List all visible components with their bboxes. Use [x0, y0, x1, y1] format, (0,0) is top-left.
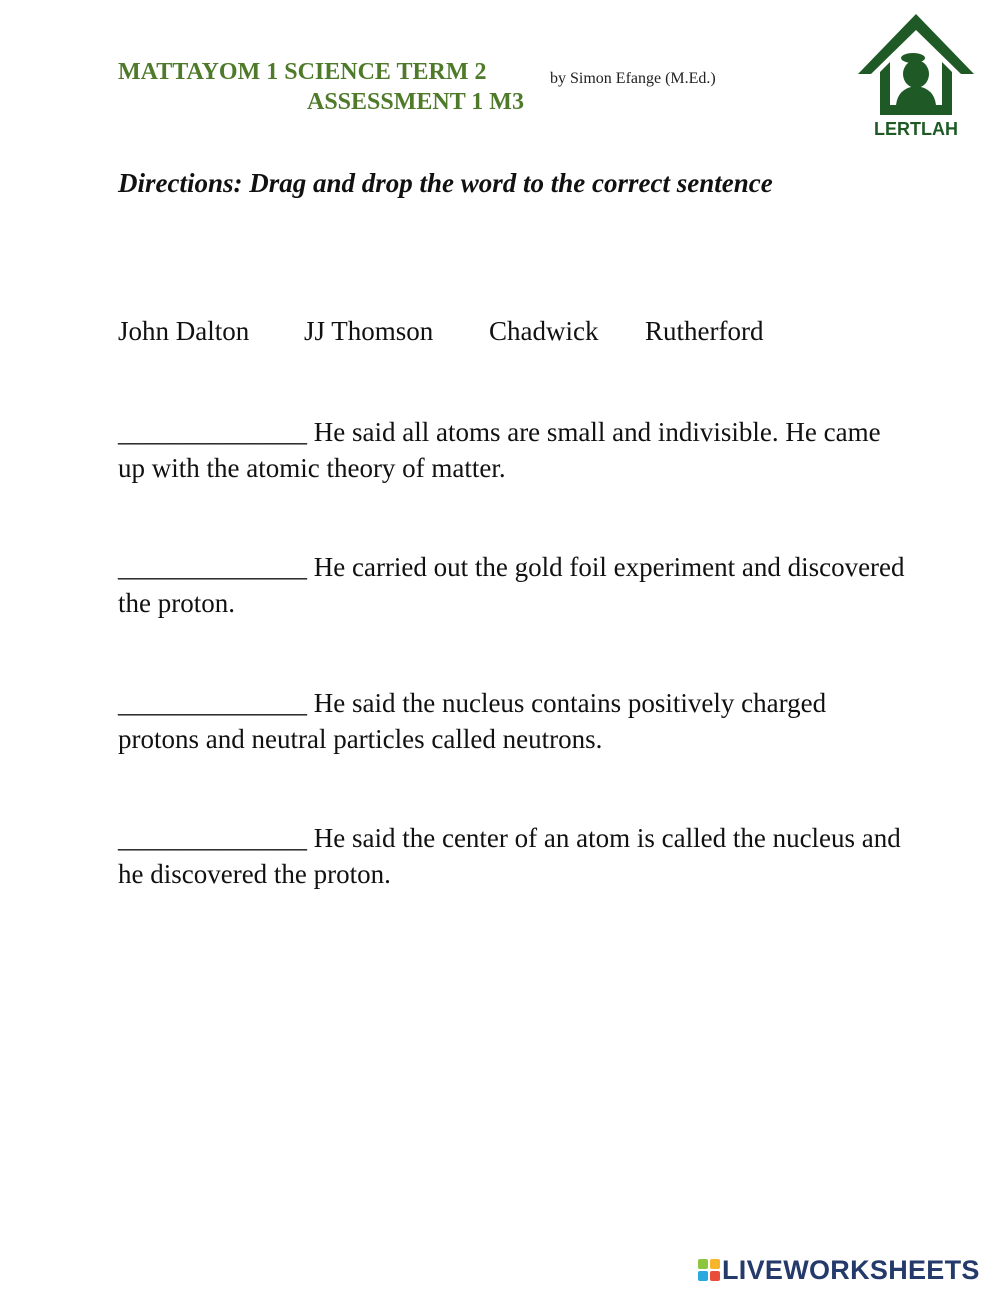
answer-drop-zone[interactable]: ______________	[118, 823, 307, 853]
draggable-word[interactable]: Chadwick	[489, 316, 599, 346]
draggable-word[interactable]: John Dalton	[118, 316, 250, 346]
author-byline: by Simon Efange (M.Ed.)	[550, 70, 716, 87]
answer-drop-zone[interactable]: ______________	[118, 688, 307, 718]
liveworksheets-logo-icon	[698, 1259, 720, 1281]
question-text: He said the nucleus contains positively charged protons and neutral particles called neutrons.	[118, 688, 827, 754]
question-text: He carried out the gold foil experiment and discovered the proton.	[118, 552, 905, 618]
question-item	[118, 414, 908, 486]
question-text: He said the center of an atom is called the nucleus and he discovered the proton.	[118, 823, 901, 889]
question-item	[118, 820, 908, 892]
lertlah-logo	[856, 12, 976, 138]
footer-brand-text: LIVEWORKSHEETS	[722, 1255, 980, 1285]
draggable-word[interactable]: JJ Thomson	[304, 316, 434, 346]
worksheet-title-line1: MATTAYOM 1 SCIENCE TERM 2	[118, 59, 487, 85]
house-silhouette-logo-icon	[856, 12, 976, 138]
question-item	[118, 549, 908, 621]
answer-drop-zone[interactable]: ______________	[118, 417, 307, 447]
question-text: He said all atoms are small and indivisible. He came up with the atomic theory of matter.	[118, 417, 881, 483]
worksheet-title-line2: ASSESSMENT 1 M3	[307, 89, 524, 115]
draggable-word[interactable]: Rutherford	[645, 316, 764, 346]
question-item	[118, 685, 908, 757]
directions-text: Directions: Drag and drop the word to the correct sentence	[118, 168, 773, 198]
answer-drop-zone[interactable]: ______________	[118, 552, 307, 582]
logo-text: LERTLAH	[874, 119, 958, 138]
